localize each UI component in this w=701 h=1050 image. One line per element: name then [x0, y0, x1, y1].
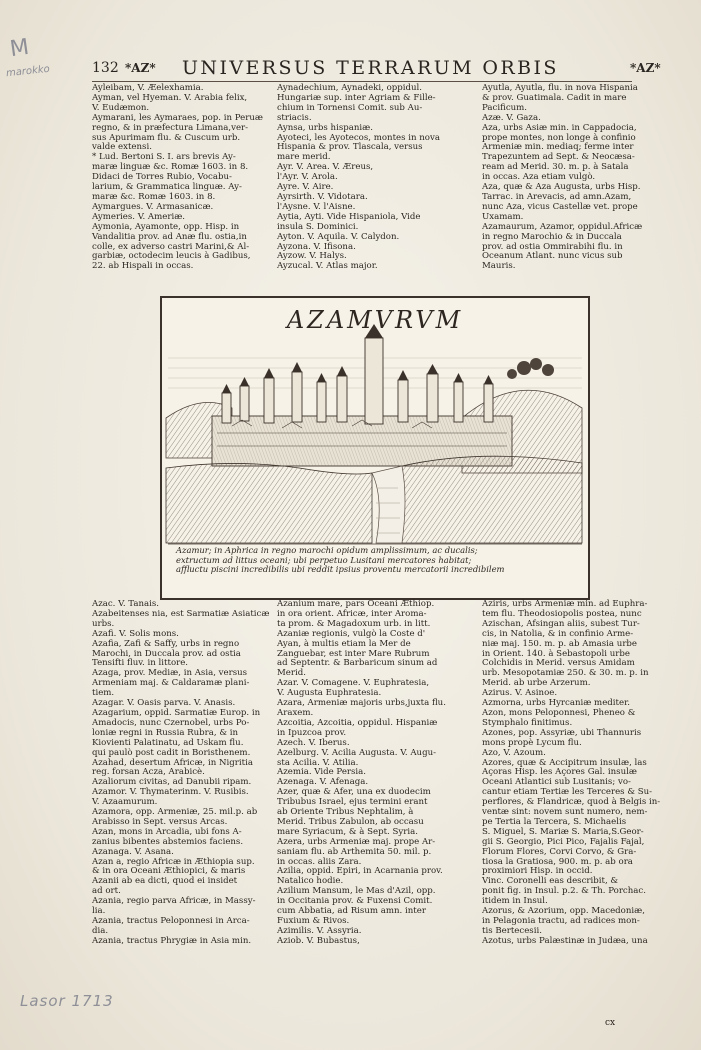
text-line: affluctu piscini incredibilis ubi reddit ipsius proventu mercatorii incredibilem: [176, 564, 505, 575]
text-line: Merid.: [277, 668, 306, 679]
text-line: Ayzucal. V. Atlas major.: [277, 261, 378, 272]
text-line: Aymarani, les Aymaraes, pop. in Peruæ: [92, 112, 263, 123]
text-line: zanius bibentes abstemios faciens.: [92, 836, 244, 847]
text-line: Stymphalo finitimus.: [482, 717, 573, 728]
text-line: Azera, urbs Armeniæ maj. prope Ar-: [277, 836, 436, 847]
text-line: V. Eudæmon.: [92, 102, 150, 113]
text-line: cis, in Natolia, & in confinio Arme-: [482, 628, 634, 639]
text-line: tem flu. Theodosiopolis postea, nunc: [482, 608, 642, 619]
text-line: Ayton. V. Aquila. V. Calydon.: [277, 231, 400, 242]
text-line: Tarrac. in Arevacis, ad amn.Azam,: [482, 191, 632, 202]
text-line: Vandalitia prov. ad Anæ flu. ostia,in: [92, 231, 247, 242]
text-line: Uxamam.: [482, 211, 524, 222]
text-line: Armeniam maj. & Caldaramæ plani-: [92, 678, 250, 689]
text-line: Aynadechium, Aynadeki, oppidul.: [277, 83, 423, 93]
text-line: niæ maj. 150. m. p. ab Amasia urbe: [482, 638, 638, 649]
text-line: dia.: [92, 925, 109, 936]
text-line: Oceani Atlantici sub Lusitanis; vo-: [482, 777, 631, 788]
text-line: Azorus, & Azorium, opp. Macedoniæ,: [482, 906, 645, 917]
text-column-top-3: [482, 83, 643, 272]
text-line: Azones, pop. Assyriæ, ubi Thannuris: [482, 727, 642, 738]
text-line: Azischan, Afsingan aliis, subest Tur-: [482, 618, 640, 629]
text-line: Ayutla, Ayutla, flu. in nova Hispania: [482, 83, 638, 93]
text-line: in occas. Aza etiam vulgò.: [482, 172, 596, 183]
text-line: & prov. Guatimala. Cadit in mare: [482, 92, 627, 103]
header-rule: [92, 81, 632, 82]
text-line: cum Abbatia, ad Risum amn. inter: [277, 906, 426, 917]
text-line: Aymonia, Ayamonte, opp. Hisp. in: [92, 221, 240, 232]
text-line: mare merid.: [277, 152, 331, 163]
text-line: ventæ sint: novem sunt numero, nem-: [482, 807, 648, 818]
text-line: Azo, V. Azoum.: [482, 747, 546, 758]
text-line: maræ linguæ &c. Romæ 1603. in 8.: [92, 162, 249, 173]
text-line: Azamur; in Aphrica in regno marochi opidum amplissimum, ac ducalis;: [176, 545, 478, 555]
text-line: Azmorna, urbs Hyrcaniæ mediter.: [482, 698, 630, 709]
guide-word-right: *AZ*: [630, 61, 661, 75]
pencil-mark-top: M: [8, 34, 31, 63]
text-line: Azirus. V. Asinoe.: [482, 688, 558, 699]
text-line: sta Acilia. V. Atilia.: [277, 757, 359, 768]
text-line: lia.: [92, 906, 106, 917]
catchword: cx: [605, 1018, 616, 1028]
text-line: ream ad Merid. 30. m. p. à Satala: [482, 162, 629, 173]
text-line: Zanguebar, est inter Mare Rubrum: [277, 648, 430, 659]
text-line: Marochi, in Duccala prov. ad ostia: [92, 648, 241, 659]
text-line: perflores, & Flandricæ, quod à Belgis in-: [482, 797, 661, 808]
text-line: Azcoitia, Azcoitia, oppidul. Hispaniæ: [277, 717, 438, 728]
text-line: prov. ad ostia Ommirabihi flu. in: [482, 241, 623, 252]
text-line: cantur etiam Tertiæ les Terceres & Su-: [482, 787, 653, 798]
text-line: in Pelagonia tractu, ad radices mon-: [482, 916, 640, 926]
text-line: Azaniæ regionis, vulgò la Coste d': [277, 628, 426, 639]
text-line: Ayan, à multis etiam la Mer de: [277, 638, 411, 649]
text-line: Tensifti fluv. in littore.: [92, 658, 189, 669]
text-line: larium, & Grammatica linguæ. Ay-: [92, 182, 242, 193]
text-line: Azania, tractus Phrygiæ in Asia min.: [92, 935, 252, 946]
text-line: Aynsa, urbs hispaniæ.: [277, 122, 373, 133]
text-line: reg. forsan Acza, Arabicè.: [92, 767, 205, 778]
guide-word-left: *AZ*: [125, 61, 156, 75]
text-line: in Occitania prov. & Fuxensi Comit.: [277, 896, 433, 907]
text-line: Azanii ab ea dicti, quod ei insidet: [92, 876, 238, 887]
plate-caption: [176, 546, 576, 575]
text-line: mons propè Lycum flu.: [482, 737, 582, 748]
text-line: Azagarium, oppid. Sarmatiæ Europ. in: [92, 707, 261, 718]
text-line: Trapezuntem ad Sept. & Neocæsa-: [482, 152, 635, 163]
text-line: Azemia. Vide Persia.: [277, 767, 367, 778]
text-line: Azan a, regio Africæ in Æthiopia sup.: [92, 856, 255, 867]
text-line: tiem.: [92, 688, 115, 699]
text-line: valde extensi.: [92, 142, 152, 153]
text-line: Oceanum Atlant. nunc vicus sub: [482, 251, 623, 262]
text-line: Azanium mare, pars Oceani Æthiop.: [277, 599, 435, 609]
text-line: in Orient. 140. à Sebastopoli urbe: [482, 648, 630, 659]
text-line: Ayleibam, V. Æelexhamia.: [92, 83, 204, 93]
text-line: Azores, quæ & Accipitrum insulæ, las: [482, 757, 647, 768]
text-line: Azanaga. V. Asana.: [92, 846, 174, 857]
plate-title: AZAMVRVM: [286, 306, 464, 334]
text-line: Aymargues. V. Armasanicæ.: [92, 201, 214, 212]
text-line: Azæ. V. Gaza.: [482, 112, 541, 123]
text-line: Aza, quæ & Aza Augusta, urbs Hisp.: [482, 182, 641, 193]
text-line: Azon, mons Peloponnesi, Pheneo &: [482, 707, 636, 718]
text-column-top-1: [92, 84, 270, 272]
text-line: l'Ayr. V. Arola.: [277, 172, 338, 183]
text-line: Ayzow. V. Halys.: [277, 251, 347, 262]
text-line: proximiori Hisp. in occid.: [482, 866, 593, 877]
text-line: Azelburg. V. Acilia Augusta. V. Augu-: [277, 747, 437, 758]
text-line: prope montes, non longe à confinio: [482, 132, 636, 143]
text-line: Vinc. Coronelli eas describit, &: [482, 876, 619, 887]
text-line: Araxem.: [277, 707, 314, 718]
engraving-plate: [160, 296, 590, 600]
page-number: 132: [92, 60, 119, 76]
text-line: mare Syriacum, & à Sept. Syria.: [277, 826, 418, 837]
text-line: Hungariæ sup. inter Agriam & Fille-: [277, 92, 436, 103]
text-line: ta prom. & Magadoxum urb. in litt.: [277, 618, 431, 629]
text-line: ad ort.: [92, 886, 121, 897]
text-line: Fuxium & Rivos.: [277, 916, 350, 926]
text-line: Azilia, oppid. Epiri, in Acarnania prov.: [277, 866, 443, 877]
text-column-bottom-1: [92, 600, 270, 947]
text-line: chium in Tornensi Comit. sub Au-: [277, 102, 423, 113]
text-column-top-2: [277, 84, 477, 272]
text-line: Kiovienti Palatinatu, ad Uskam flu.: [92, 737, 244, 748]
running-header: [92, 56, 661, 82]
pencil-note: marokko: [5, 63, 51, 80]
text-line: in ora orient. Africæ, inter Aroma-: [277, 608, 427, 619]
text-line: & in ora Oceani Æthiopici, & maris: [92, 866, 246, 877]
text-line: Aza, urbs Asiæ min. in Cappadocia,: [482, 122, 637, 133]
text-line: Aytia, Ayti. Vide Hispaniola, Vide: [277, 211, 421, 222]
text-line: loniæ regni in Russia Rubra, & in: [92, 727, 239, 738]
text-line: Azer, quæ & Afer, una ex duodecim: [277, 787, 431, 798]
text-line: regno, & in præfectura Limana,ver-: [92, 122, 249, 133]
text-line: Azan, mons in Arcadia, ubi fons A-: [92, 826, 242, 837]
text-line: Colchidis in Merid. versus Amidam: [482, 658, 635, 669]
text-line: striacis.: [277, 112, 312, 123]
text-line: V. Augusta Euphratesia.: [277, 688, 382, 699]
text-line: Armeniæ min. mediaq; ferme inter: [482, 142, 634, 153]
text-line: Didaci de Torres Rubio, Vocabu-: [92, 172, 232, 183]
text-line: ponit fig. in Insul. p.2. & Th. Porchac.: [482, 886, 646, 897]
text-line: Azafia, Zafi & Saffy, urbs in regno: [92, 638, 240, 649]
text-line: l'Aysne. V. l'Aisne.: [277, 201, 356, 212]
text-line: V. Azaamurum.: [92, 797, 158, 808]
text-line: in Ipuzcoa prov.: [277, 727, 347, 738]
text-line: Ayr. V. Area. V. Æreus,: [277, 162, 374, 173]
text-line: Ayoteci, les Ayotecos, montes in nova: [277, 132, 440, 143]
text-line: Azar. V. Comagene. V. Euphratesia,: [277, 678, 430, 689]
text-line: Azilium Mansum, le Mas d'Azil, opp.: [277, 886, 436, 897]
text-line: pe Tertia la Tercera, S. Michaelis: [482, 816, 627, 827]
text-line: Aziob. V. Bubastus,: [277, 935, 360, 946]
text-line: Ayrsirth. V. Vidotara.: [277, 191, 368, 202]
text-line: Azania, tractus Peloponnesi in Arca-: [92, 916, 250, 926]
text-line: Hispania & prov. Tlascala, versus: [277, 142, 423, 153]
text-line: Azabeitenses nia, est Sarmatiæ Asiaticæ: [92, 608, 270, 619]
text-line: in regno Marochio & in Duccala: [482, 231, 622, 242]
text-line: gii S. Georgio, Pici Pico, Fajalis Fajal,: [482, 836, 645, 847]
text-line: Azamor. V. Thymaterinm. V. Rusibis.: [92, 787, 249, 798]
text-line: Azotus, urbs Palæstinæ in Judæa, una: [482, 935, 648, 946]
text-line: garbiæ, octodecim leucis à Gadibus,: [92, 251, 251, 262]
text-column-bottom-2: [277, 600, 477, 947]
text-line: Merid. ab urbe Arzerum.: [482, 678, 591, 689]
text-line: in occas. aliis Zara.: [277, 856, 362, 867]
text-line: Azania, regio parva Africæ, in Massy-: [92, 896, 256, 907]
text-line: Pacificum.: [482, 102, 528, 113]
text-line: urb. Mesopotamiæ 250. & 30. m. p. in: [482, 668, 649, 679]
text-line: tiosa la Gratiosa, 900. m. p. ab ora: [482, 856, 633, 867]
text-line: Merid. Tribus Zabulon, ab occasu: [277, 816, 424, 827]
text-line: ab Oriente Tribus Nephtalim, à: [277, 807, 414, 818]
text-line: qui paulò post cadit in Boristhenem.: [92, 747, 251, 758]
text-line: itidem in Insul.: [482, 896, 548, 907]
text-line: Aziris, urbs Armeniæ min. ad Euphra-: [482, 599, 648, 609]
text-line: Azahad, desertum Africæ, in Nigritia: [92, 757, 253, 768]
text-line: Ayzona. V. Ifisona.: [277, 241, 356, 252]
text-line: Azaliorum civitas, ad Danubii ripam.: [92, 777, 252, 788]
text-line: Florum Flores, Corvi Corvo, & Gra-: [482, 846, 637, 857]
text-line: insula S. Dominici.: [277, 221, 359, 232]
text-line: Azimilis. V. Assyria.: [277, 925, 362, 936]
text-line: Açoras Hisp. les Açores Gal. insulæ: [482, 767, 637, 778]
text-line: Azamora, opp. Armeniæ, 25. mil.p. ab: [92, 807, 258, 818]
text-line: Natalico hodie.: [277, 876, 344, 887]
text-line: Azaga, prov. Mediæ, in Asia, versus: [92, 668, 248, 679]
text-line: * Lud. Bertoni S. I. ars brevis Ay-: [92, 152, 236, 163]
text-line: nunc Aza, vicus Castellæ vet. prope: [482, 201, 638, 212]
text-line: Mauris.: [482, 261, 516, 272]
text-line: Tribubus Israel, ejus termini erant: [277, 797, 428, 808]
text-line: ad Septentr. & Barbaricum sinum ad: [277, 658, 438, 669]
text-line: tis Bertecesii.: [482, 925, 542, 936]
text-line: Arabisso in Sept. versus Arcas.: [92, 816, 228, 827]
text-line: Ayre. V. Aire.: [277, 182, 334, 193]
text-line: Azac. V. Tanais.: [92, 599, 160, 609]
text-line: urbs.: [92, 618, 115, 629]
text-line: Amadocis, nunc Czernobel, urbs Po-: [92, 717, 250, 728]
text-line: Ayman, vel Hyeman. V. Arabia felix,: [92, 92, 248, 103]
text-line: S. Miguel, S. Mariæ S. Maria,S.Geor-: [482, 826, 644, 837]
text-line: Azafi. V. Solis mons.: [92, 628, 179, 639]
text-line: Azagar. V. Oasis parva. V. Anasis.: [92, 698, 236, 709]
text-column-bottom-3: [482, 599, 661, 947]
pencil-note-bottom: Lasor 1713: [20, 992, 114, 1010]
text-line: colle, ex adverso castri Marini,& Al-: [92, 241, 250, 252]
text-line: maræ &c. Romæ 1603. in 8.: [92, 191, 216, 202]
text-line: 22. ab Hispali in occas.: [92, 261, 194, 272]
text-line: extructum ad littus oceani; ubi perpetuo Lusitani mercatores habitat;: [176, 554, 472, 565]
text-line: Azech. V. Iberus.: [277, 737, 350, 748]
text-line: saniam flu. ab Arthemita 50. mil. p.: [277, 846, 432, 857]
text-line: Azamaurum, Azamor, oppidul.Africæ: [482, 221, 643, 232]
text-line: Azenaga. V. Afenaga.: [277, 777, 369, 788]
text-line: sus Apurimam flu. & Cuscum urb.: [92, 132, 241, 143]
text-line: Aymeries. V. Ameriæ.: [92, 211, 186, 222]
text-line: Azara, Armeniæ majoris urbs,juxta flu.: [277, 698, 446, 709]
page-title: UNIVERSUS TERRARUM ORBIS: [182, 57, 559, 79]
